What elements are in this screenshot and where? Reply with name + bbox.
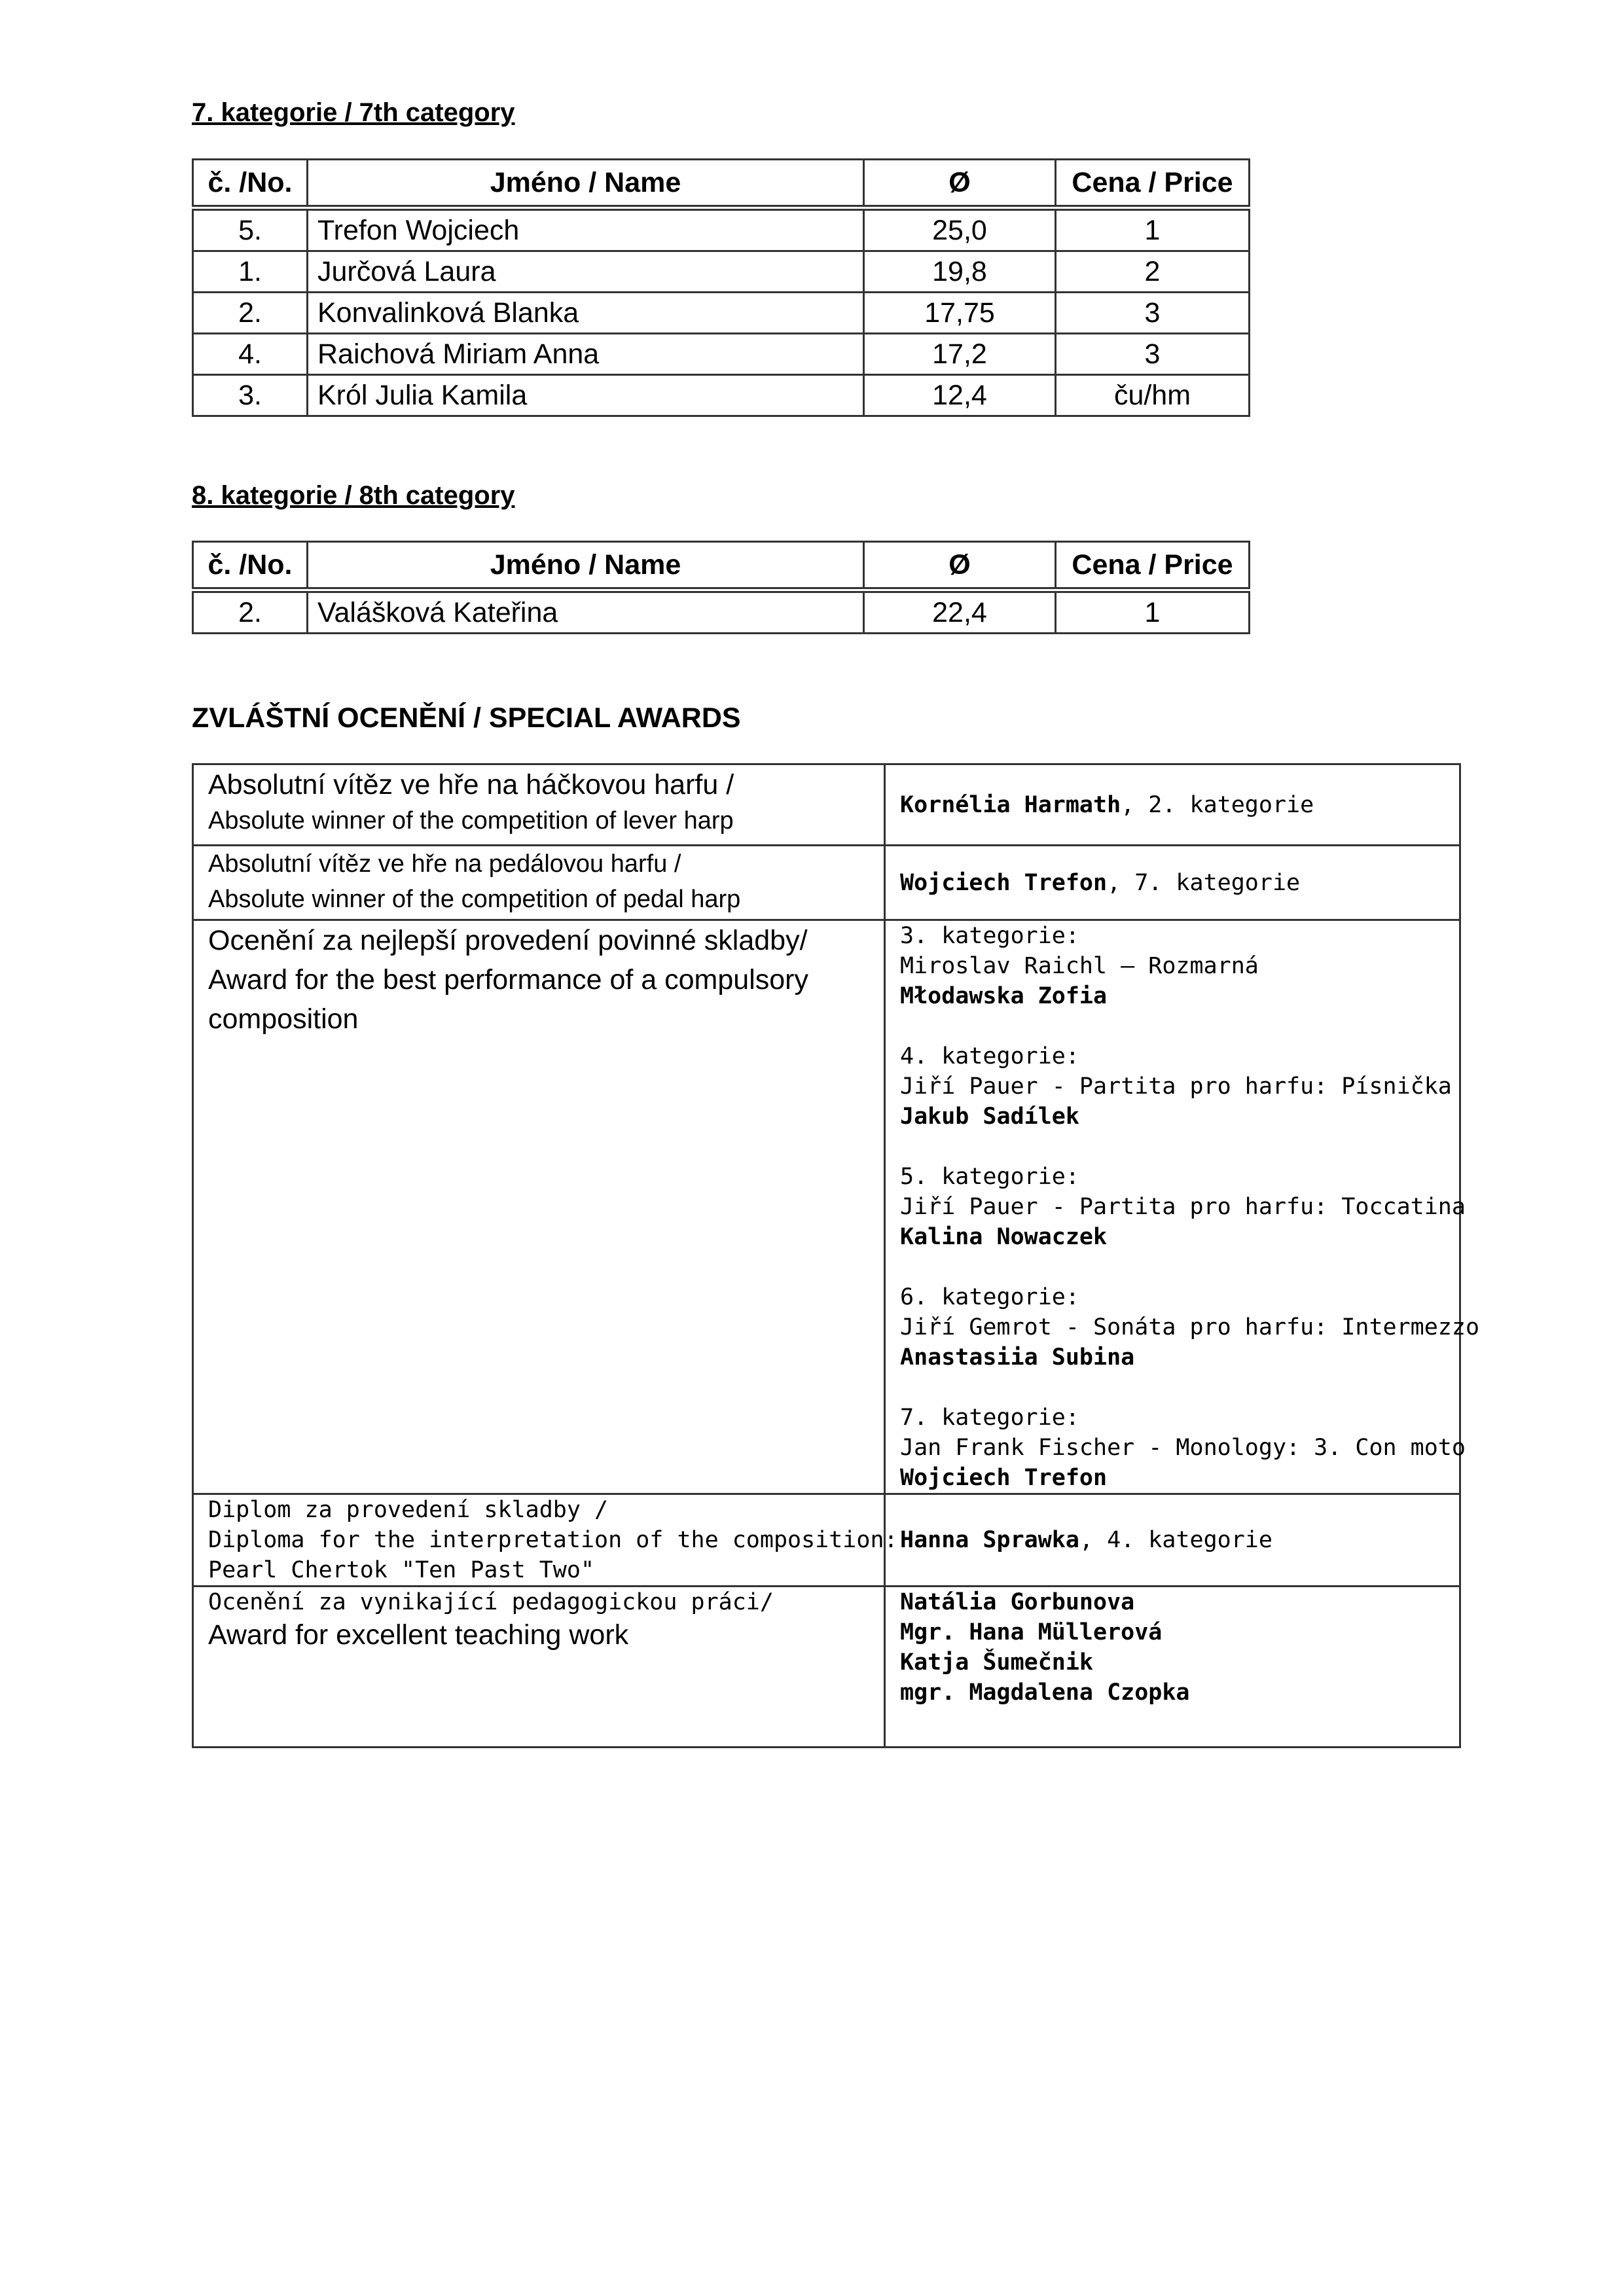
cell-price: ču/hm [1056,375,1250,416]
label-english: Award for excellent teaching work [208,1619,629,1651]
cell-average: 25,0 [864,208,1056,251]
cell-name: Król Julia Kamila [308,375,864,416]
entry-category: 4. kategorie: [900,1043,1079,1069]
cell-price: 3 [1056,293,1250,334]
header-average: Ø [864,160,1056,208]
table-row [193,375,1250,416]
entry-winner: Kalina Nowaczek [900,1224,1108,1250]
label-line: composition [208,1003,359,1035]
entry-winner: Młodawska Zofia [900,983,1108,1009]
entry-piece: Jan Frank Fischer - Monology: 3. Con moto [900,1435,1466,1461]
category-8-heading: 8. kategorie / 8th category [192,481,515,510]
cell-number: 3. [193,375,308,416]
award-label [193,920,885,1494]
entry-category: 7. kategorie: [900,1405,1079,1431]
special-awards-table [192,763,1480,1748]
cell-average: 22,4 [864,590,1056,634]
table-header-row [193,160,1250,208]
award-label [193,1587,885,1748]
label-czech: Absolutní vítěz ve hře na háčkovou harfu / [208,769,734,800]
header-name: Jméno / Name [308,160,864,208]
table-row [193,334,1250,375]
cell-number: 5. [193,208,308,251]
entry-winner: Jakub Sadílek [900,1103,1079,1130]
cell-price: 1 [1056,590,1250,634]
winner-category: , 7. kategorie [1107,869,1301,896]
cell-average: 19,8 [864,251,1056,293]
special-awards-heading: ZVLÁŠTNÍ OCENĚNÍ / SPECIAL AWARDS [192,702,741,734]
cell-number: 2. [193,590,308,634]
teacher-name: Mgr. Hana Müllerová [900,1619,1163,1645]
cell-average: 12,4 [864,375,1056,416]
winner-category: , 4. kategorie [1079,1527,1272,1553]
entry-piece: Jiří Pauer - Partita pro harfu: Písnička [900,1073,1452,1100]
category-7-results-table [192,158,1250,417]
entry-piece: Jiří Pauer - Partita pro harfu: Toccatina [900,1194,1466,1220]
table-row [193,208,1250,251]
winner-name: Wojciech Trefon [900,869,1108,896]
table-row [193,251,1250,293]
cell-number: 4. [193,334,308,375]
teacher-name: Katja Šumečnik [900,1649,1094,1676]
label-english: Absolute winner of the competition of lever harp [208,807,734,834]
label-line: Diplom za provedení skladby / [208,1497,609,1523]
category-8-results-table [192,541,1250,634]
award-winners-list [885,1587,1460,1748]
award-label [193,764,885,846]
label-line: Ocenění za nejlepší provedení povinné skladby/ [208,925,808,956]
award-row-teaching [193,1587,1460,1748]
award-row-lever-harp [193,764,1460,846]
winner-name: Hanna Sprawka [900,1527,1079,1553]
teacher-name: Natália Gorbunova [900,1589,1135,1615]
cell-name: Konvalinková Blanka [308,293,864,334]
award-winner [885,764,1460,846]
label-line: Diploma for the interpretation of the composition: [208,1527,898,1553]
table-header-row [193,542,1250,590]
entry-category: 6. kategorie: [900,1284,1079,1310]
award-winners-list [885,920,1480,1494]
entry-category: 3. kategorie: [900,923,1079,949]
label-czech: Ocenění za vynikající pedagogickou práci/ [208,1589,774,1615]
award-label [193,1494,898,1587]
cell-number: 1. [193,251,308,293]
header-price: Cena / Price [1056,542,1250,590]
award-winner [885,846,1460,920]
cell-price: 2 [1056,251,1250,293]
award-row-diploma [193,1494,1460,1587]
label-english: Absolute winner of the competition of pedal harp [208,886,741,913]
category-7-heading: 7. kategorie / 7th category [192,98,515,127]
label-line: Award for the best performance of a compulsory [208,964,808,996]
header-average: Ø [864,542,1056,590]
cell-average: 17,2 [864,334,1056,375]
teacher-name: mgr. Magdalena Czopka [900,1679,1190,1706]
winner-name: Kornélia Harmath [900,791,1121,818]
entry-winner: Wojciech Trefon [900,1465,1108,1491]
label-line: Pearl Chertok "Ten Past Two" [208,1557,595,1583]
cell-number: 2. [193,293,308,334]
cell-name: Valášková Kateřina [308,590,864,634]
entry-category: 5. kategorie: [900,1164,1079,1190]
cell-average: 17,75 [864,293,1056,334]
award-winner [885,1494,1460,1587]
winner-category: , 2. kategorie [1121,791,1314,818]
header-price: Cena / Price [1056,160,1250,208]
entry-piece: Jiří Gemrot - Sonáta pro harfu: Intermezzo [900,1314,1480,1340]
entry-winner: Anastasiia Subina [900,1344,1135,1371]
header-name: Jméno / Name [308,542,864,590]
award-row-pedal-harp [193,846,1460,920]
table-row [193,293,1250,334]
cell-name: Jurčová Laura [308,251,864,293]
entry-piece: Miroslav Raichl – Rozmarná [900,953,1259,979]
label-czech: Absolutní vítěz ve hře na pedálovou harfu / [208,850,681,878]
cell-name: Raichová Miriam Anna [308,334,864,375]
award-label [193,846,885,920]
award-row-compulsory-composition [193,920,1460,1494]
header-number: č. /No. [193,542,308,590]
cell-name: Trefon Wojciech [308,208,864,251]
cell-price: 3 [1056,334,1250,375]
header-number: č. /No. [193,160,308,208]
cell-price: 1 [1056,208,1250,251]
table-row [193,590,1250,634]
